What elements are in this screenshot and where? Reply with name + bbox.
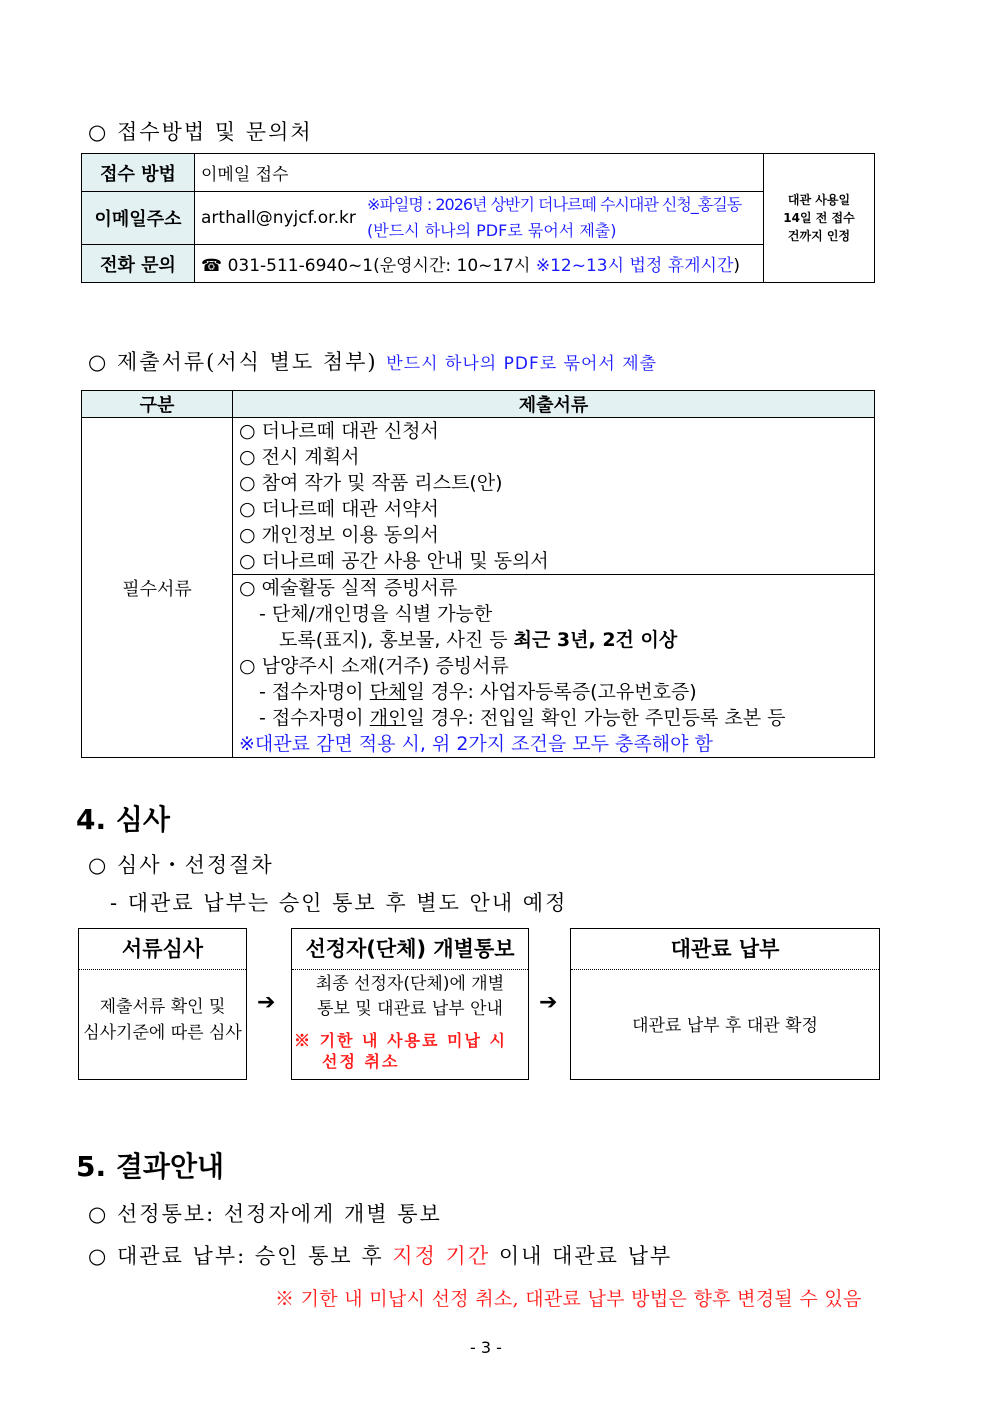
section-4-title: 4. 심사	[76, 803, 170, 836]
page-number: - 3 -	[470, 1338, 502, 1357]
label-phone: 전화 문의	[82, 245, 195, 283]
header-docs: 제출서류	[233, 391, 875, 418]
header-category: 구분	[82, 391, 233, 418]
label-email: 이메일주소	[82, 192, 195, 245]
file-name-note: ※파일명 : 2026년 상반기 더나르떼 수시대관 신청_홍길동 (반드시 하나의 PDF로 묶어서 제출)	[367, 192, 764, 245]
arrow-icon: ➔	[539, 990, 558, 1015]
section-5-line-1: ○ 선정통보: 선정자에게 개별 통보	[88, 1202, 442, 1226]
arrow-icon: ➔	[257, 990, 276, 1015]
section-4-sub: ○ 심사・선정절차	[88, 853, 274, 877]
step-notification: 선정자(단체) 개별통보 최종 선정자(단체)에 개별 통보 및 대관료 납부 안내 ※ 기한 내 사용료 미납 시 선정 취소	[291, 928, 529, 1080]
step-payment: 대관료 납부 대관료 납부 후 대관 확정	[570, 928, 880, 1080]
docs-group-2: ○ 예술활동 실적 증빙서류 - 단체/개인명을 식별 가능한 도록(표지), 홍보물, 사진 등 최근 3년, 2건 이상 ○ 남양주시 소재(거주) 증빙서류 - 접수자명이 단체일 경우: 사업자등록증(고유번호증) - 접수자명이 개인일 경우: 전입일 확인 가능한 주민등록 초본 등 ※대관료 감면 적용 시, 위 2가지 조건을 모두 충족해야 함	[233, 575, 875, 758]
value-method: 이메일 접수	[195, 154, 764, 192]
category-required: 필수서류	[82, 418, 233, 758]
email-address[interactable]: arthall@nyjcf.or.kr	[195, 192, 368, 245]
docs-group-1: ○ 더나르떼 대관 신청서 ○ 전시 계획서 ○ 참여 작가 및 작품 리스트(안) ○ 더나르떼 대관 서약서 ○ 개인정보 이용 동의서 ○ 더나르떼 공간 사용 안내 및 동의서	[233, 418, 875, 575]
section-5-title: 5. 결과안내	[76, 1150, 225, 1183]
docs-table	[81, 390, 875, 758]
section-4-desc: - 대관료 납부는 승인 통보 후 별도 안내 예정	[110, 891, 568, 915]
phone-icon: ☎	[201, 256, 223, 276]
section-5-warning: ※ 기한 내 미납시 선정 취소, 대관료 납부 방법은 향후 변경될 수 있음	[275, 1288, 862, 1310]
side-note: 대관 사용일 14일 전 접수 건까지 인정	[764, 154, 875, 283]
section-5-line-2: ○ 대관료 납부: 승인 통보 후 지정 기간 이내 대관료 납부	[88, 1244, 673, 1268]
phone-info: ☎ 031-511-6940~1(운영시간: 10~17시 ※12~13시 법정 휴게시간)	[195, 245, 764, 283]
step-document-review: 서류심사 제출서류 확인 및 심사기준에 따른 심사	[78, 928, 247, 1080]
receipt-table	[81, 153, 875, 283]
receipt-title: ○ 접수방법 및 문의처	[88, 120, 313, 144]
docs-title: ○ 제출서류(서식 별도 첨부) 반드시 하나의 PDF로 묶어서 제출	[88, 350, 658, 374]
label-method: 접수 방법	[82, 154, 195, 192]
